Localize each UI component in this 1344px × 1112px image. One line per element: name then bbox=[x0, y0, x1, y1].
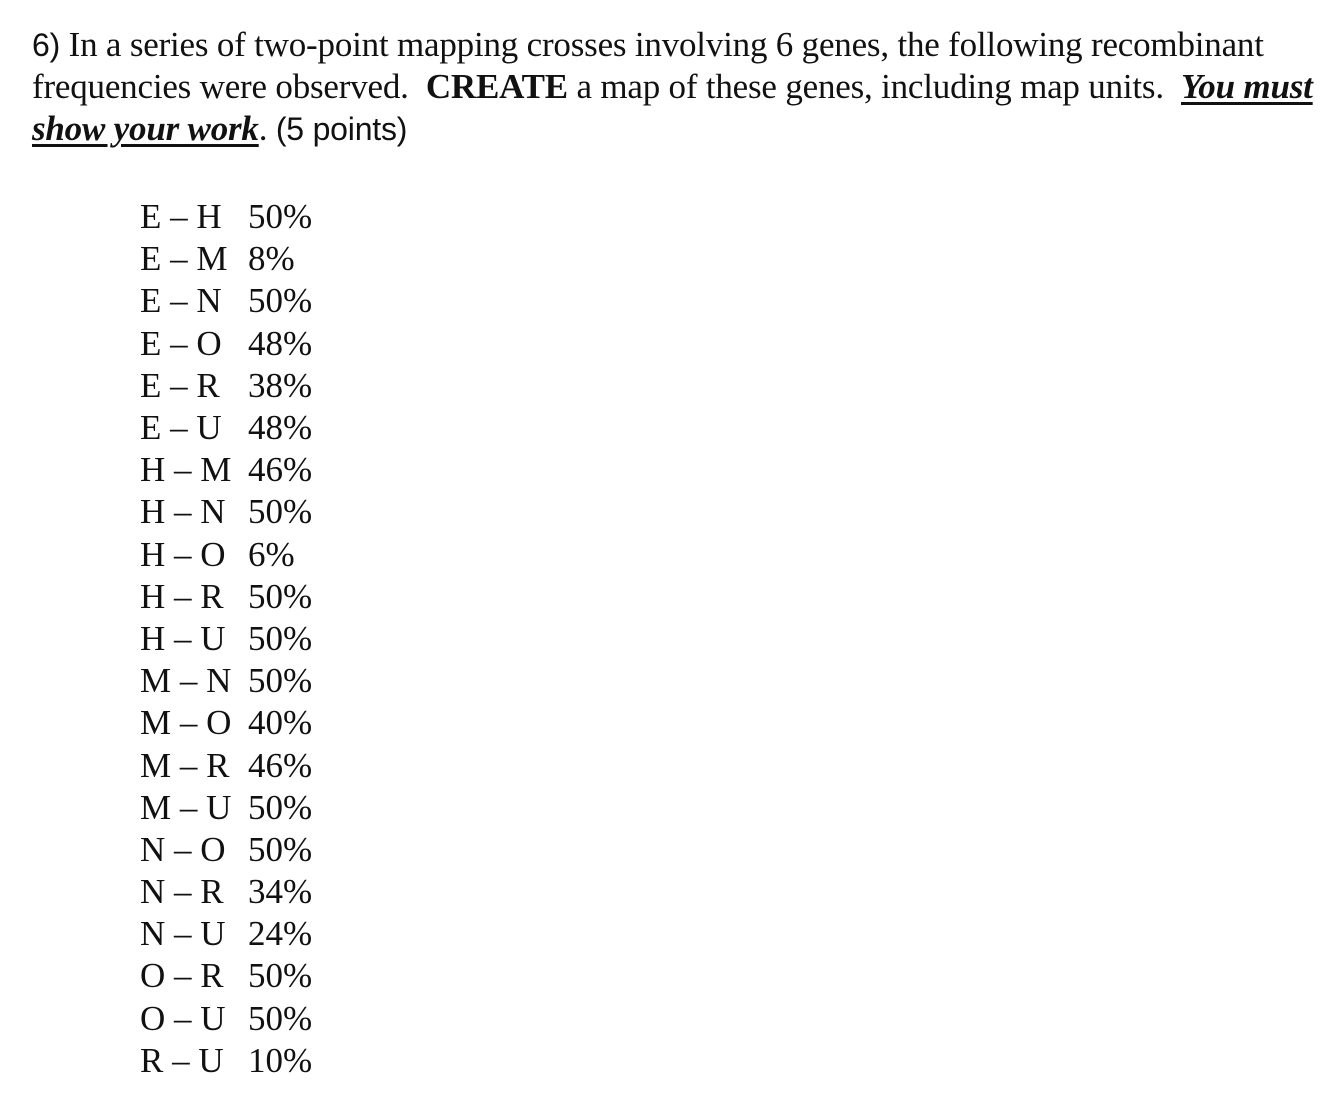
frequency-row bbox=[140, 998, 338, 1040]
recombinant-frequency: 8% bbox=[248, 239, 295, 279]
gene-pair: H – U bbox=[140, 618, 226, 658]
question-bold-word: CREATE bbox=[425, 67, 568, 106]
recombinant-frequency: 40% bbox=[248, 703, 313, 743]
gene-pair: M – O bbox=[140, 703, 232, 743]
gene-pair: O – R bbox=[140, 956, 224, 996]
recombinant-frequency: 38% bbox=[248, 365, 313, 405]
recombinant-frequency: 46% bbox=[248, 745, 313, 785]
frequency-row bbox=[140, 1040, 338, 1082]
question-emphasis: You must show your work bbox=[32, 67, 1313, 148]
frequency-row bbox=[140, 280, 338, 322]
gene-pair: N – R bbox=[140, 872, 224, 912]
gene-pair: N – U bbox=[140, 914, 226, 954]
recombinant-frequency: 50% bbox=[248, 661, 313, 701]
gene-pair: E – R bbox=[140, 365, 220, 405]
recombinant-frequency: 50% bbox=[248, 492, 313, 532]
gene-pair: E – N bbox=[140, 281, 222, 321]
gene-pair: M – U bbox=[140, 787, 232, 827]
recombinant-frequency: 50% bbox=[248, 956, 313, 996]
frequency-row bbox=[140, 534, 338, 576]
frequency-row bbox=[140, 955, 338, 997]
frequency-row bbox=[140, 576, 338, 618]
gene-pair: M – N bbox=[140, 661, 232, 701]
recombinant-frequency: 6% bbox=[248, 534, 295, 574]
frequency-row bbox=[140, 238, 338, 280]
frequency-row bbox=[140, 829, 338, 871]
recombinant-frequency: 50% bbox=[248, 197, 313, 237]
recombinant-frequency: 48% bbox=[248, 408, 313, 448]
recombinant-frequency: 46% bbox=[248, 450, 313, 490]
recombinant-frequency: 50% bbox=[248, 281, 313, 321]
frequency-row bbox=[140, 196, 338, 238]
gene-pair: E – O bbox=[140, 323, 222, 363]
question-points: (5 points) bbox=[275, 111, 408, 147]
frequency-row bbox=[140, 702, 338, 744]
question-text-part1: In a series of two-point mapping crosses involving 6 genes, the following recombinant frequencies were observed. bbox=[32, 25, 1264, 106]
recombinant-frequency: 34% bbox=[248, 872, 313, 912]
frequency-row bbox=[140, 660, 338, 702]
frequency-row bbox=[140, 787, 338, 829]
recombinant-frequency: 50% bbox=[248, 576, 313, 616]
gene-pair: H – R bbox=[140, 576, 224, 616]
gene-pair: E – U bbox=[140, 408, 222, 448]
frequency-row bbox=[140, 407, 338, 449]
question-number: 6) bbox=[32, 27, 61, 63]
recombinant-frequency: 50% bbox=[248, 998, 313, 1038]
gene-pair: E – M bbox=[140, 239, 228, 279]
gene-pair: M – R bbox=[140, 745, 230, 785]
question-period: . bbox=[258, 109, 268, 148]
frequency-row bbox=[140, 871, 338, 913]
recombinant-frequency: 50% bbox=[248, 618, 313, 658]
recombinant-frequency-list bbox=[140, 196, 338, 1082]
recombinant-frequency: 24% bbox=[248, 914, 313, 954]
frequency-row bbox=[140, 491, 338, 533]
gene-pair: N – O bbox=[140, 829, 226, 869]
recombinant-frequency: 50% bbox=[248, 787, 313, 827]
frequency-row bbox=[140, 365, 338, 407]
question-text-part2: a map of these genes, including map units. bbox=[576, 67, 1164, 106]
frequency-row bbox=[140, 618, 338, 660]
recombinant-frequency: 10% bbox=[248, 1040, 313, 1080]
recombinant-frequency: 48% bbox=[248, 323, 313, 363]
gene-pair: R – U bbox=[140, 1040, 224, 1080]
gene-pair: E – H bbox=[140, 197, 222, 237]
frequency-row bbox=[140, 323, 338, 365]
recombinant-frequency: 50% bbox=[248, 829, 313, 869]
frequency-row bbox=[140, 744, 338, 786]
gene-pair: H – N bbox=[140, 492, 226, 532]
gene-pair: H – M bbox=[140, 450, 232, 490]
gene-pair: O – U bbox=[140, 998, 226, 1038]
frequency-row bbox=[140, 913, 338, 955]
gene-pair: H – O bbox=[140, 534, 226, 574]
question-prompt bbox=[32, 24, 1322, 150]
frequency-row bbox=[140, 449, 338, 491]
